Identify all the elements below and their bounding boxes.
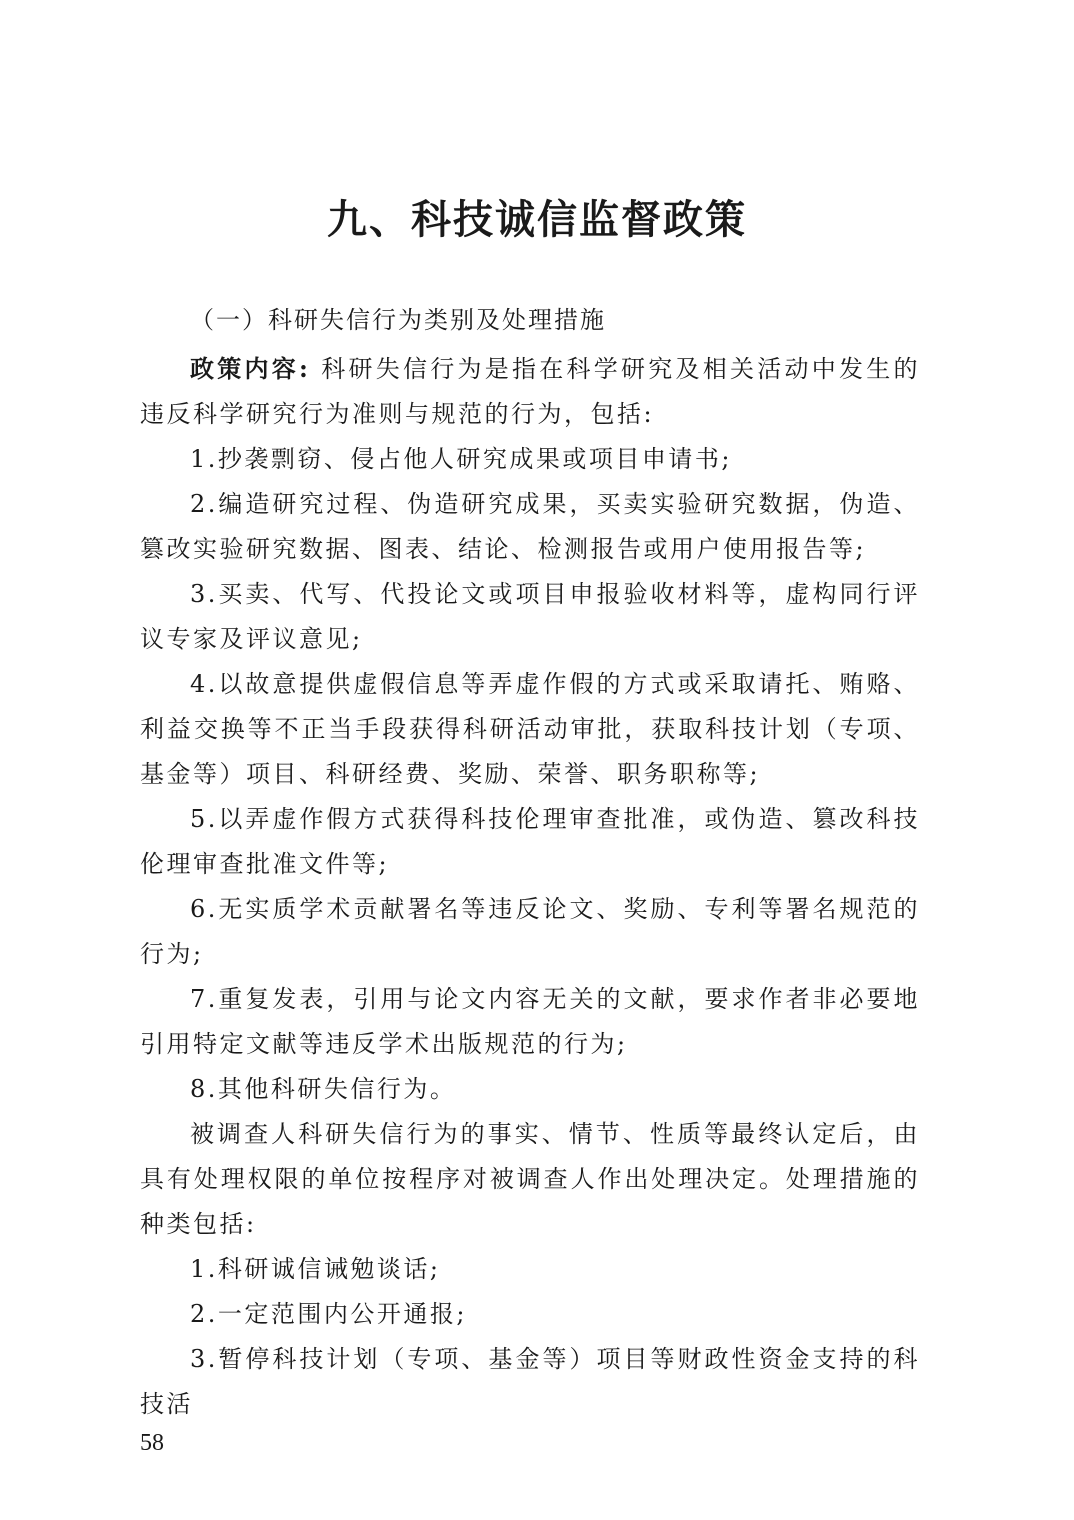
misconduct-item-6: 6.无实质学术贡献署名等违反论文、奖励、专利等署名规范的行为; (140, 895, 920, 968)
intro-paragraph (140, 346, 920, 437)
measure-item-1: 1.科研诚信诫勉谈话; (190, 1255, 441, 1283)
intro-text: 科研失信行为是指在科学研究及相关活动中发生的违反科学研究行为准则与规范的行为，包括: (140, 355, 920, 428)
handling-paragraph: 被调查人科研失信行为的事实、情节、性质等最终认定后，由具有处理权限的单位按程序对被调查人作出处理决定。处理措施的种类包括: (140, 1120, 920, 1238)
misconduct-item-4: 4.以故意提供虚假信息等弄虚作假的方式或采取请托、贿赂、利益交换等不正当手段获得科研活动审批，获取科技计划（专项、基金等）项目、科研经费、奖励、荣誉、职务职称等; (140, 670, 920, 788)
section-heading: （一）科研失信行为类别及处理措施 (190, 306, 606, 334)
misconduct-item-3: 3.买卖、代写、代投论文或项目申报验收材料等，虚构同行评议专家及评议意见; (140, 580, 920, 653)
page-number: 58 (140, 1430, 164, 1456)
document-body (140, 346, 920, 1427)
misconduct-item-7: 7.重复发表，引用与论文内容无关的文献，要求作者非必要地引用特定文献等违反学术出版规范的行为; (140, 985, 920, 1058)
misconduct-item-1: 1.抄袭剽窃、侵占他人研究成果或项目申请书; (190, 445, 732, 473)
intro-label: 政策内容: (190, 354, 311, 383)
misconduct-item-8: 8.其他科研失信行为。 (190, 1075, 457, 1103)
misconduct-item-5: 5.以弄虚作假方式获得科技伦理审查批准，或伪造、篡改科技伦理审查批准文件等; (140, 805, 920, 878)
measure-item-3: 3.暂停科技计划（专项、基金等）项目等财政性资金支持的科技活 (140, 1345, 920, 1418)
measure-item-2: 2.一定范围内公开通报; (190, 1300, 467, 1328)
page-title: 九、科技诚信监督政策 (327, 196, 747, 243)
misconduct-item-2: 2.编造研究过程、伪造研究成果，买卖实验研究数据，伪造、篡改实验研究数据、图表、结论、检测报告或用户使用报告等; (140, 490, 920, 563)
